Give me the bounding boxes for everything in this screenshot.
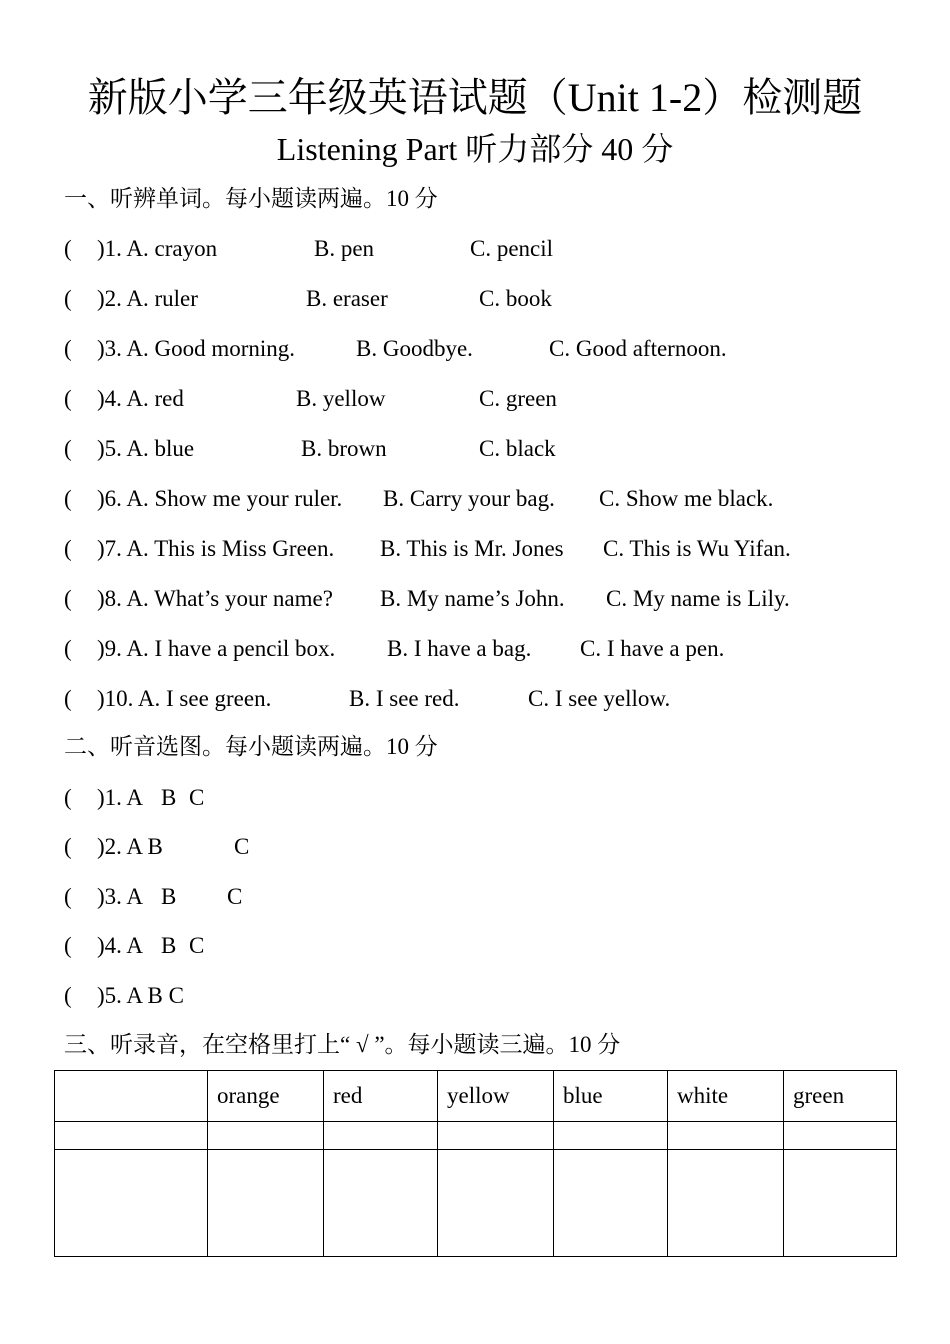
option-b: B bbox=[161, 933, 177, 958]
answer-paren[interactable]: ( bbox=[64, 336, 72, 361]
table-header-row bbox=[55, 1071, 897, 1122]
option-c: C bbox=[234, 834, 250, 859]
answer-paren[interactable]: ( bbox=[64, 586, 72, 611]
page-subtitle: Listening Part 听力部分 40 分 bbox=[276, 131, 674, 167]
question-text: )6. A. Show me your ruler. bbox=[97, 486, 343, 511]
answer-paren[interactable]: ( bbox=[64, 486, 72, 511]
header-cell-orange: orange bbox=[208, 1071, 324, 1122]
answer-paren[interactable]: ( bbox=[64, 286, 72, 311]
section-3-heading: 三、听录音，在空格里打上“ √ ”。每小题读三遍。10 分 bbox=[64, 1032, 621, 1057]
question-text: )8. A. What’s your name? bbox=[97, 586, 333, 611]
option-b: B. eraser bbox=[306, 286, 388, 311]
table-cell[interactable] bbox=[784, 1122, 897, 1150]
question-text: )2. A B bbox=[97, 834, 163, 859]
option-c: C. black bbox=[479, 436, 556, 461]
table-cell[interactable] bbox=[55, 1122, 208, 1150]
header-cell-blank bbox=[55, 1071, 208, 1122]
table-row bbox=[55, 1122, 897, 1150]
question-text: )5. A B C bbox=[97, 983, 184, 1008]
question-text: )1. A bbox=[97, 785, 143, 810]
table-cell[interactable] bbox=[324, 1122, 438, 1150]
answer-paren[interactable]: ( bbox=[64, 636, 72, 661]
table-cell[interactable] bbox=[438, 1122, 554, 1150]
header-cell-white: white bbox=[668, 1071, 784, 1122]
option-c: C. My name is Lily. bbox=[606, 586, 790, 611]
question-text: )4. A. red bbox=[97, 386, 184, 411]
page-title: 新版小学三年级英语试题（Unit 1-2）检测题 bbox=[87, 75, 863, 120]
question-text: )10. A. I see green. bbox=[97, 686, 272, 711]
table-cell[interactable] bbox=[324, 1150, 438, 1257]
table-cell[interactable] bbox=[208, 1122, 324, 1150]
option-b: B. I see red. bbox=[349, 686, 460, 711]
answer-paren[interactable]: ( bbox=[64, 834, 72, 859]
header-cell-green: green bbox=[784, 1071, 897, 1122]
table-cell[interactable] bbox=[55, 1150, 208, 1257]
answer-paren[interactable]: ( bbox=[64, 983, 72, 1008]
option-c: C. I have a pen. bbox=[580, 636, 725, 661]
table-cell[interactable] bbox=[668, 1122, 784, 1150]
question-text: )4. A bbox=[97, 933, 143, 958]
option-b: B. This is Mr. Jones bbox=[380, 536, 564, 561]
option-c: C. book bbox=[479, 286, 552, 311]
question-text: )9. A. I have a pencil box. bbox=[97, 636, 336, 661]
answer-paren[interactable]: ( bbox=[64, 933, 72, 958]
option-c: C bbox=[227, 884, 243, 909]
option-c: C. green bbox=[479, 386, 557, 411]
question-text: )7. A. This is Miss Green. bbox=[97, 536, 335, 561]
option-c: C bbox=[189, 933, 205, 958]
option-c: C. pencil bbox=[470, 236, 554, 261]
color-check-table bbox=[54, 1070, 897, 1257]
answer-paren[interactable]: ( bbox=[64, 386, 72, 411]
option-b: B. Goodbye. bbox=[356, 336, 473, 361]
question-text: )1. A. crayon bbox=[97, 236, 218, 261]
table-cell[interactable] bbox=[554, 1150, 668, 1257]
table-cell[interactable] bbox=[784, 1150, 897, 1257]
option-b: B bbox=[161, 884, 177, 909]
answer-paren[interactable]: ( bbox=[64, 785, 72, 810]
answer-paren[interactable]: ( bbox=[64, 686, 72, 711]
question-text: )2. A. ruler bbox=[97, 286, 198, 311]
option-b: B. My name’s John. bbox=[380, 586, 565, 611]
header-cell-red: red bbox=[324, 1071, 438, 1122]
answer-paren[interactable]: ( bbox=[64, 436, 72, 461]
option-c: C. This is Wu Yifan. bbox=[603, 536, 791, 561]
question-text: )3. A. Good morning. bbox=[97, 336, 296, 361]
option-b: B. Carry your bag. bbox=[383, 486, 555, 511]
option-b: B. yellow bbox=[296, 386, 386, 411]
answer-paren[interactable]: ( bbox=[64, 536, 72, 561]
section-1-heading: 一、听辨单词。每小题读两遍。10 分 bbox=[64, 186, 438, 211]
option-c: C. I see yellow. bbox=[528, 686, 671, 711]
section-2-heading: 二、听音选图。每小题读两遍。10 分 bbox=[64, 734, 438, 759]
question-text: )5. A. blue bbox=[97, 436, 195, 461]
question-text: )3. A bbox=[97, 884, 143, 909]
answer-paren[interactable]: ( bbox=[64, 884, 72, 909]
option-c: C bbox=[189, 785, 205, 810]
answer-paren[interactable]: ( bbox=[64, 236, 72, 261]
header-cell-blue: blue bbox=[554, 1071, 668, 1122]
table-row bbox=[55, 1150, 897, 1257]
option-b: B. pen bbox=[314, 236, 375, 261]
header-cell-yellow: yellow bbox=[438, 1071, 554, 1122]
table-cell[interactable] bbox=[554, 1122, 668, 1150]
option-b: B. I have a bag. bbox=[387, 636, 532, 661]
option-b: B. brown bbox=[301, 436, 387, 461]
option-c: C. Show me black. bbox=[599, 486, 774, 511]
option-c: C. Good afternoon. bbox=[549, 336, 727, 361]
option-b: B bbox=[161, 785, 177, 810]
table-cell[interactable] bbox=[438, 1150, 554, 1257]
table-cell[interactable] bbox=[208, 1150, 324, 1257]
table-cell[interactable] bbox=[668, 1150, 784, 1257]
